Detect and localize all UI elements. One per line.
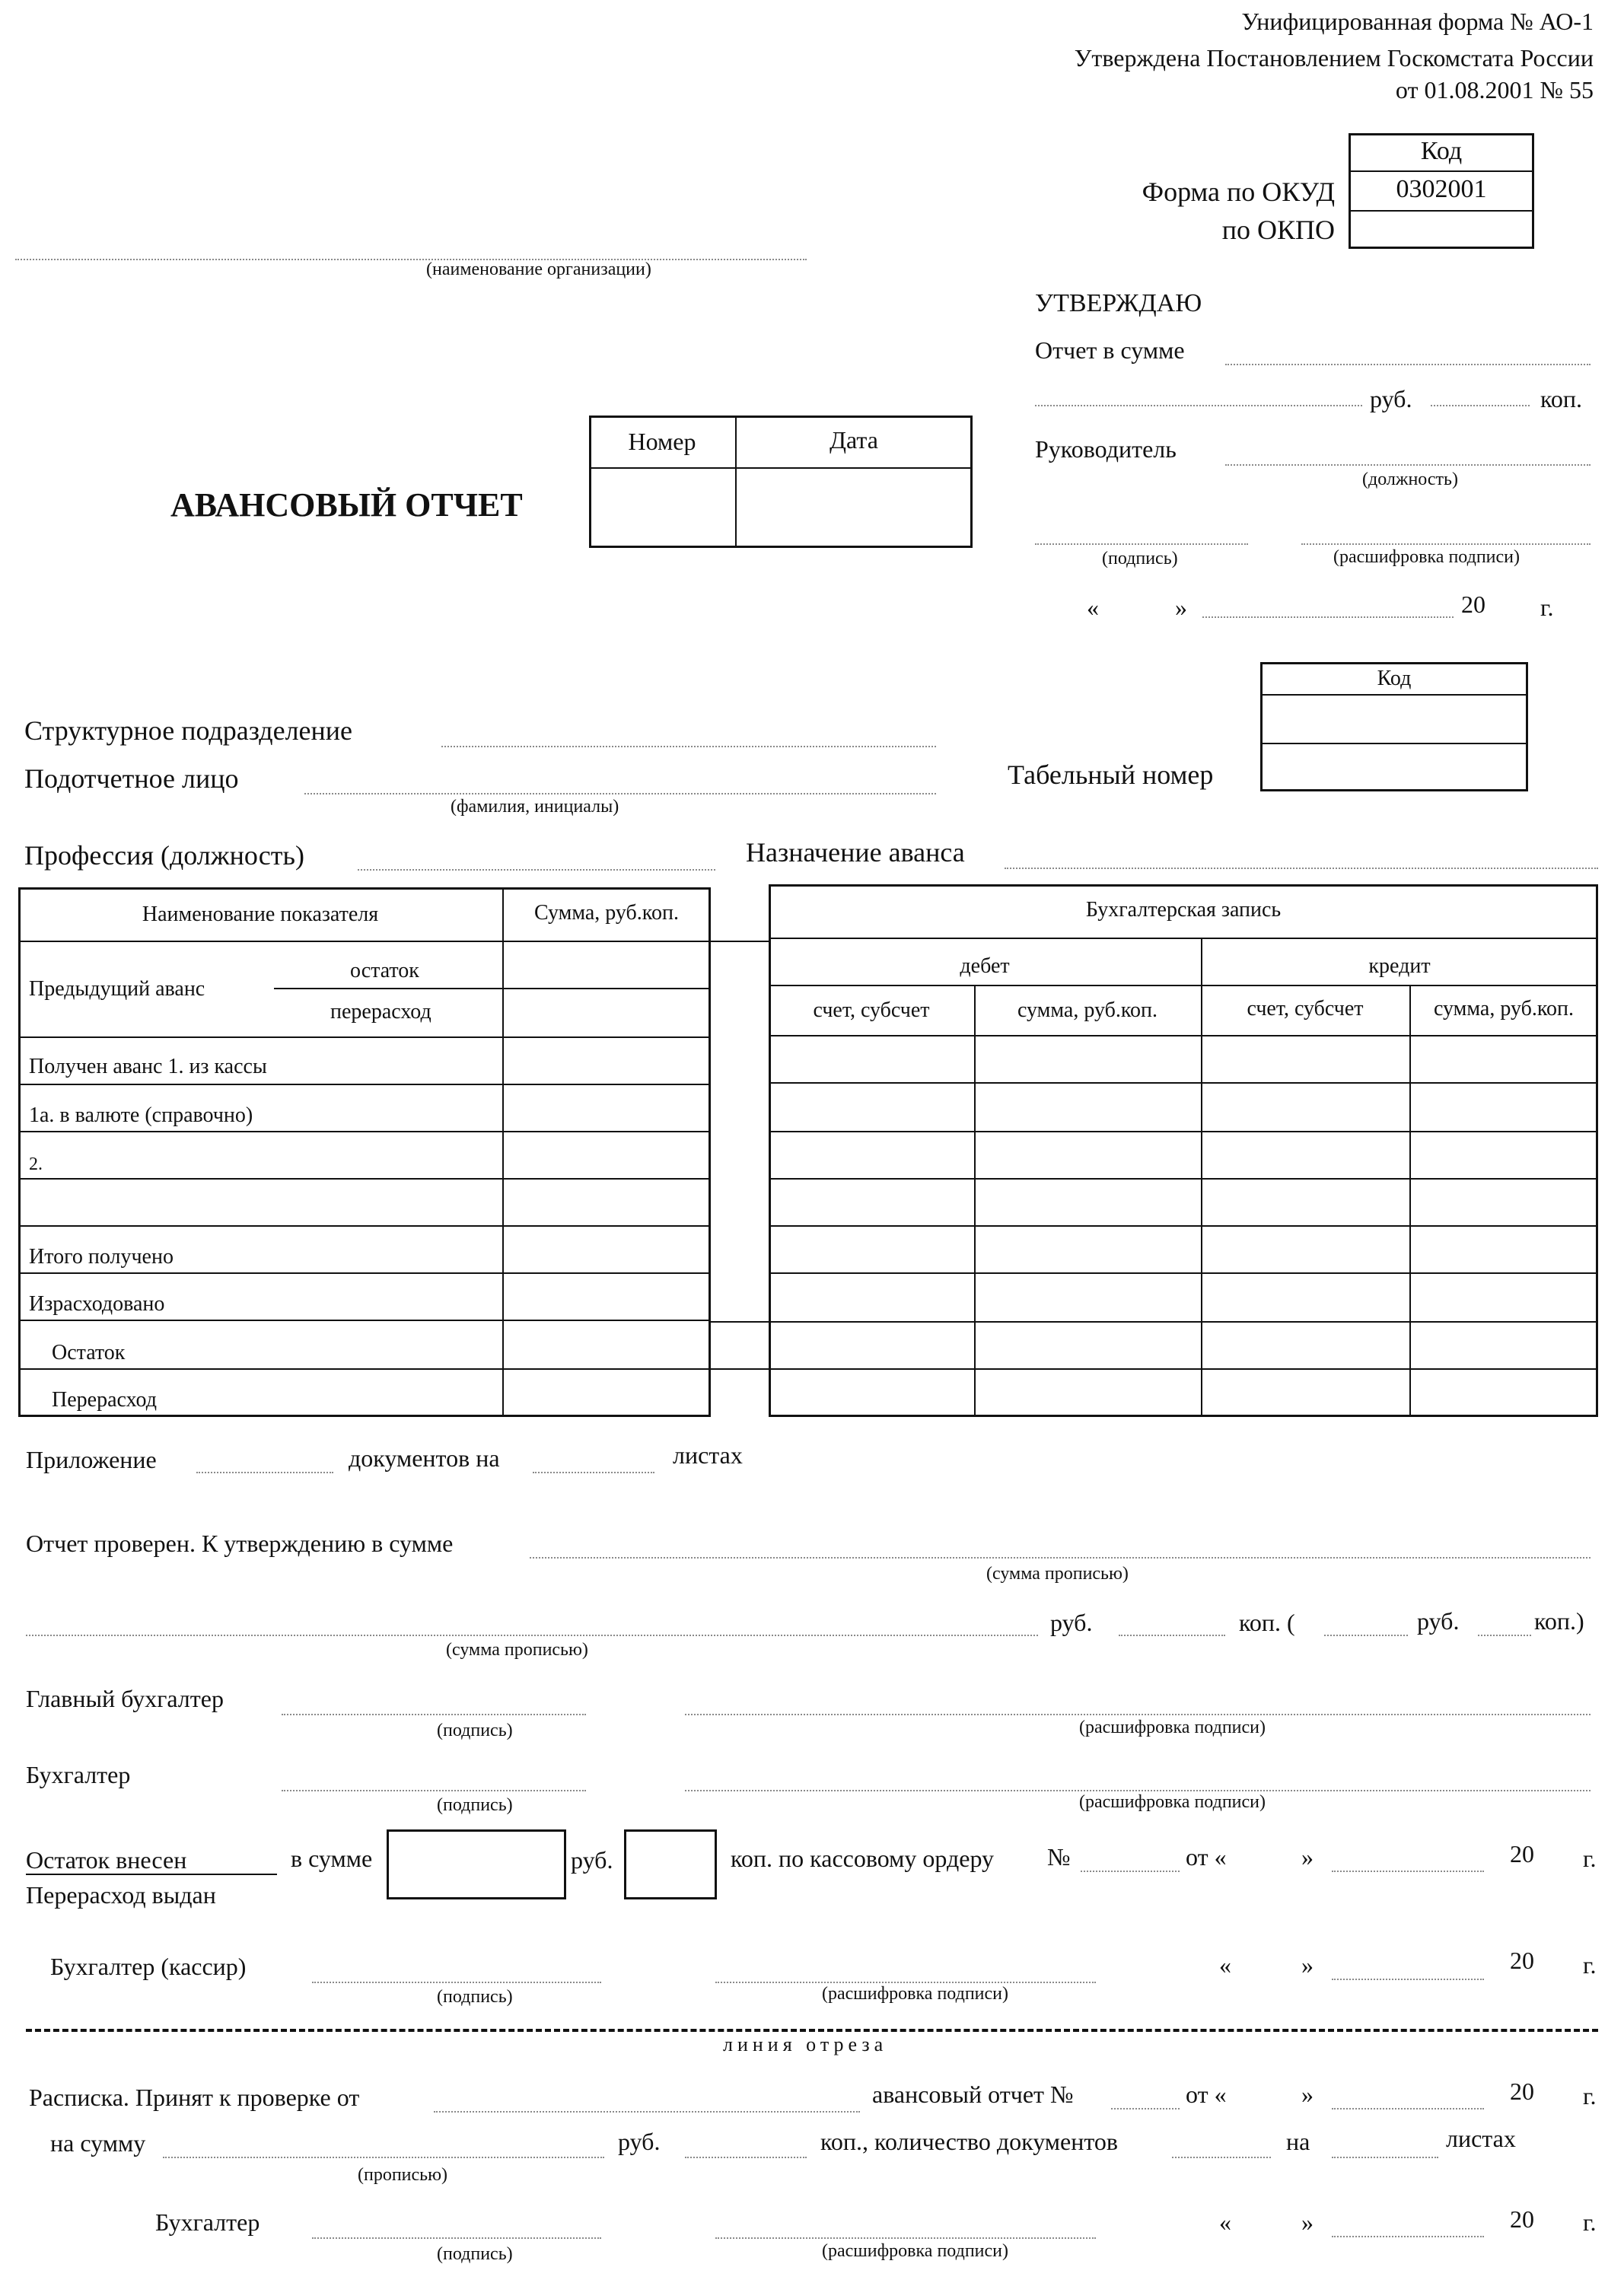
verified-kop-line[interactable] (1119, 1635, 1225, 1636)
receipt-accountant-label: Бухгалтер (155, 2208, 260, 2236)
accountant-decode-caption: (расшифровка подписи) (1079, 1792, 1266, 1812)
chief-decode-line[interactable] (685, 1714, 1591, 1715)
debit-account-header: счет, субсчет (813, 998, 930, 1022)
right-table-col-divider (974, 985, 976, 1417)
credit-header: кредит (1368, 954, 1431, 978)
cash-quote-close: » (1301, 1843, 1314, 1871)
number-label: Номер (628, 428, 696, 455)
right-table-row-line (769, 1131, 1598, 1132)
receipt-sum-label: на сумму (50, 2129, 146, 2157)
receipt-signature-caption: (подпись) (437, 2244, 513, 2264)
receipt-sheets-count-line[interactable] (1332, 2157, 1438, 2158)
code-box-divider (1349, 170, 1534, 172)
right-table-row-line (769, 1368, 1598, 1370)
chief-signature-line[interactable] (282, 1714, 586, 1715)
debit-header: дебет (960, 954, 1010, 978)
verified-kop2: коп.) (1534, 1607, 1584, 1635)
cash-from: от « (1186, 1843, 1227, 1871)
receipt-decode-caption: (расшифровка подписи) (822, 2241, 1008, 2261)
receipt-signature-line[interactable] (312, 2237, 601, 2239)
cash-year: 20 (1510, 1840, 1534, 1867)
head-signature-line[interactable] (1035, 543, 1248, 545)
overspend-label: перерасход (330, 1000, 431, 1024)
receipt-docs-count-line[interactable] (1172, 2157, 1271, 2158)
accounting-entry-header: Бухгалтерская запись (1085, 898, 1282, 922)
code-label: Код (1420, 137, 1463, 165)
receipt-quote-open: « (1219, 2208, 1231, 2236)
col-name-header: Наименование показателя (142, 903, 379, 926)
accountant-signature-caption: (подпись) (437, 1795, 513, 1815)
cashier-signature-line[interactable] (312, 1982, 601, 1983)
attachment-sheets-line[interactable] (533, 1472, 654, 1473)
cut-line (26, 2029, 1598, 2032)
receipt-decode-line[interactable] (715, 2237, 1096, 2239)
form-line-3: от 01.08.2001 № 55 (1395, 76, 1594, 103)
left-table-row-line (18, 1131, 711, 1132)
approve-g: г. (1540, 594, 1554, 621)
report-sum-line-2[interactable] (1035, 405, 1362, 406)
left-table-row-line (18, 1368, 711, 1370)
col-sum-header: Сумма, руб.коп. (534, 901, 679, 925)
tab-number-label: Табельный номер (1008, 759, 1214, 790)
approve-month-line[interactable] (1202, 616, 1454, 618)
chief-decode-caption: (расшифровка подписи) (1079, 1718, 1266, 1737)
balance-deposited-label: Остаток внесен (26, 1846, 187, 1874)
left-table-row-line (274, 988, 711, 989)
cash-order-number-line[interactable] (1081, 1871, 1180, 1872)
profession-line[interactable] (358, 869, 715, 871)
chief-accountant-label: Главный бухгалтер (26, 1685, 224, 1712)
verified-kop2-line[interactable] (1478, 1635, 1531, 1636)
advance-purpose-line[interactable] (1005, 868, 1598, 869)
spent-label: Израсходовано (29, 1292, 165, 1316)
org-caption: (наименование организации) (426, 260, 651, 279)
verified-kop: коп. ( (1239, 1609, 1295, 1636)
balance-deposited-strike (26, 1874, 277, 1875)
cashier-quote-close: » (1301, 1951, 1314, 1979)
credit-amount-header: сумма, руб.коп. (1433, 997, 1575, 1021)
left-table-row-line (18, 1225, 711, 1227)
left-table-row-line (18, 941, 711, 942)
number-date-divider (589, 467, 973, 469)
left-table-row-line (18, 1036, 711, 1038)
right-table-row-line (769, 1082, 1598, 1084)
cash-kop-order: коп. по кассовому ордеру (731, 1845, 995, 1872)
cashier-g: г. (1583, 1951, 1597, 1979)
cash-kop-box[interactable] (624, 1829, 717, 1899)
approve-rub: руб. (1370, 385, 1412, 412)
received-cash-label: Получен аванс 1. из кассы (29, 1055, 267, 1078)
right-table-row-line (769, 1225, 1598, 1227)
receipt-quote-close: » (1301, 2081, 1314, 2108)
doc-title: АВАНСОВЫЙ ОТЧЕТ (170, 486, 523, 524)
okud-label: Форма по ОКУД (1142, 177, 1335, 207)
right-table-row-line (769, 1178, 1598, 1180)
person-code-label: Код (1377, 667, 1412, 690)
cashier-quote-open: « (1219, 1951, 1231, 1979)
left-table-row-line (18, 1272, 711, 1274)
accountant-signature-line[interactable] (282, 1790, 586, 1791)
verified-sum-caption: (сумма прописью) (986, 1564, 1129, 1584)
attachment-count-line[interactable] (196, 1472, 333, 1473)
item-2-label: 2. (29, 1154, 43, 1174)
left-table-row-line (18, 1320, 711, 1321)
head-position-line[interactable] (1225, 464, 1591, 466)
okpo-label: по ОКПО (1221, 215, 1335, 245)
receipt-kop-docs: коп., количество документов (820, 2128, 1119, 2155)
department-label: Структурное подразделение (24, 715, 353, 746)
verified-words-line[interactable] (26, 1635, 1038, 1636)
receipt-rub: руб. (618, 2128, 661, 2155)
fio-caption: (фамилия, инициалы) (451, 797, 619, 817)
form-line-2: Утверждена Постановлением Госкомстата России (1074, 44, 1594, 72)
approve-signature-caption: (подпись) (1102, 549, 1178, 568)
right-table-row-line (769, 1035, 1598, 1036)
receipt-report-number-line[interactable] (1111, 2108, 1180, 2109)
org-name-line[interactable] (15, 259, 807, 260)
total-received-label: Итого получено (29, 1245, 174, 1269)
cash-month-line[interactable] (1332, 1871, 1484, 1872)
credit-account-header: счет, субсчет (1247, 997, 1364, 1021)
cashier-decode-line[interactable] (715, 1982, 1096, 1983)
overrun-label: Перерасход (52, 1388, 157, 1412)
receipt-year-2: 20 (1510, 2205, 1534, 2233)
report-sum-line[interactable] (1225, 364, 1591, 365)
department-line[interactable] (441, 746, 936, 747)
chief-signature-caption: (подпись) (437, 1721, 513, 1740)
receipt-quote-close-2: » (1301, 2208, 1314, 2236)
cash-order-no: № (1047, 1843, 1071, 1871)
approve-title: УТВЕРЖДАЮ (1035, 289, 1202, 317)
cashier-decode-caption: (расшифровка подписи) (822, 1984, 1008, 2004)
accountable-line[interactable] (304, 793, 936, 794)
approve-kop: коп. (1540, 385, 1583, 412)
cashier-signature-caption: (подпись) (437, 1987, 513, 2007)
receipt-month-line-2[interactable] (1332, 2236, 1484, 2237)
receipt-label: Расписка. Принят к проверке от (29, 2084, 360, 2111)
receipt-sheets: листах (1446, 2125, 1516, 2152)
cash-g: г. (1583, 1845, 1597, 1872)
approve-year: 20 (1461, 591, 1485, 618)
left-table-col-divider (502, 887, 504, 1417)
receipt-month-line[interactable] (1332, 2108, 1484, 2109)
right-table-row-line (769, 985, 1598, 986)
head-decode-line[interactable] (1301, 543, 1591, 545)
left-table-row-line (18, 1084, 711, 1085)
table-connector-line (711, 941, 769, 942)
attachment-label: Приложение (26, 1446, 157, 1473)
head-label: Руководитель (1035, 435, 1177, 463)
accountant-label: Бухгалтер (26, 1761, 131, 1788)
receipt-words-caption: (прописью) (358, 2165, 448, 2185)
approve-decode-caption: (расшифровка подписи) (1333, 547, 1520, 567)
verified-rub2-line[interactable] (1324, 1635, 1408, 1636)
receipt-kop-line[interactable] (685, 2157, 807, 2158)
balance-label: Остаток (52, 1341, 126, 1364)
right-table-col-divider (1409, 985, 1411, 1417)
receipt-year: 20 (1510, 2078, 1534, 2105)
receipt-from: от « (1186, 2081, 1227, 2108)
overrun-issued-label: Перерасход выдан (26, 1881, 216, 1909)
report-sum-label: Отчет в сумме (1035, 336, 1185, 364)
receipt-g: г. (1583, 2082, 1597, 2109)
okud-value: 0302001 (1396, 175, 1487, 203)
verified-label: Отчет проверен. К утверждению в сумме (26, 1530, 454, 1557)
left-table-row-line (18, 1178, 711, 1180)
cash-rub-box[interactable] (387, 1829, 566, 1899)
verified-sum-line[interactable] (530, 1557, 1591, 1559)
attachment-docs-on: документов на (349, 1444, 500, 1472)
receipt-sum-words-line[interactable] (163, 2157, 604, 2158)
approve-kop-line[interactable] (1431, 405, 1530, 406)
verified-rub2: руб. (1417, 1607, 1460, 1635)
verified-words-caption: (сумма прописью) (446, 1640, 588, 1660)
cashier-month-line[interactable] (1332, 1979, 1484, 1980)
table-connector-line (711, 1321, 769, 1323)
receipt-advance-report-no: авансовый отчет № (872, 2081, 1074, 2108)
approve-quote-open: « (1087, 594, 1099, 621)
in-currency-label: 1а. в валюте (справочно) (29, 1103, 253, 1127)
person-code-divider (1260, 743, 1528, 744)
advance-purpose-label: Назначение аванса (746, 837, 965, 868)
person-code-divider (1260, 694, 1528, 696)
accountant-decode-line[interactable] (685, 1790, 1591, 1791)
remainder-label: остаток (350, 959, 419, 982)
right-table-row-line (769, 938, 1598, 939)
approve-quote-close: » (1175, 594, 1187, 621)
accountable-label: Подотчетное лицо (24, 763, 239, 794)
verified-rub: руб. (1050, 1609, 1093, 1636)
cash-rub: руб. (571, 1846, 613, 1874)
cut-line-label: линия отреза (723, 2033, 888, 2055)
code-box-divider (1349, 210, 1534, 212)
cash-in-sum-label: в сумме (291, 1845, 373, 1872)
receipt-date-line[interactable] (434, 2111, 860, 2113)
attachment-sheets: листах (673, 1441, 743, 1469)
receipt-on: на (1286, 2128, 1310, 2155)
prev-advance-label: Предыдущий аванс (29, 977, 205, 1001)
cashier-label: Бухгалтер (кассир) (50, 1953, 247, 1980)
position-caption: (должность) (1362, 470, 1458, 489)
receipt-g-2: г. (1583, 2208, 1597, 2236)
form-line-1: Унифицированная форма № АО-1 (1241, 8, 1594, 35)
profession-label: Профессия (должность) (24, 840, 304, 871)
table-connector-line (711, 1368, 769, 1370)
right-table-row-line (769, 1272, 1598, 1274)
right-table-row-line (769, 1321, 1598, 1323)
cashier-year: 20 (1510, 1947, 1534, 1974)
debit-amount-header: сумма, руб.коп. (1017, 998, 1158, 1022)
date-label: Дата (830, 426, 878, 454)
